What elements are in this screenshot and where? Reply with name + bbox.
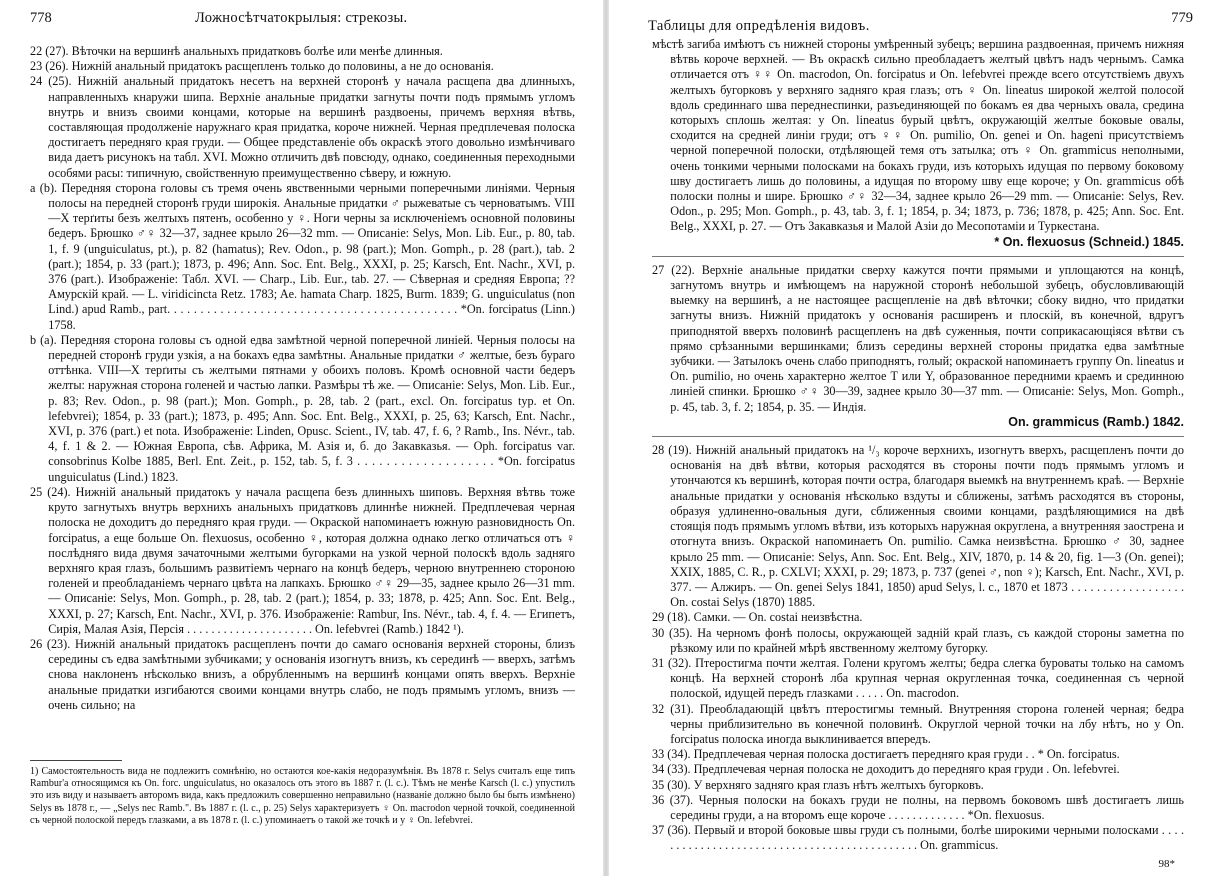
- key-entry: 34 (33). Предплечевая черная полоска не доходитъ до передняго края груди . On. lefebvrei.: [652, 762, 1120, 777]
- key-entry: 26 (23). Нижній анальный придатокъ расщепленъ почти до самаго основанія верхней стороны, близъ середины съ едва замѣтными зубчиками; у основанія изогнутъ внизъ, къ серединѣ — вверхъ, затѣмъ снова наклоненъ нѣсколько внизъ, а обрубленнымъ на вершинѣ концами опять вверхъ. Верхніе анальные придатки изгибаются своими концами внутрь слабо, не подъ прямымъ угломъ, внизъ — очень сильно; на: [30, 636, 575, 712]
- footnote-divider: [30, 760, 122, 761]
- section-divider: [652, 256, 1184, 257]
- species-name: On. grammicus (Ramb.) 1842.: [1008, 414, 1184, 429]
- footnote: 1) Самостоятельность вида не подлежитъ сомнѣнію, но остаются кое-какія недоразумѣнія. Въ 1878 г. Selys считалъ еще типъ Rambur'а относящимся къ On. forc. unguiculatus, но оказалось отъ этого въ 1887 г. (l. c.). Тѣмъ не менѣе Karsch (l. c.) упустилъ это изъ виду и называетъ авторомъ вида, какъ предложилъ совершенно неправильно (названіе должно было бы быть измѣнено) Selys въ 1878 г., — „Selys nec Ramb.". Въ 1887 г. (l. c., p. 25) Selys характеризуетъ ♀ On. macrodon черной точкой, соединенной съ черной полоской передъ глазками, а въ 1878 г. (l. c.) упоминаетъ о такой же точкѣ и у ♀ On. lefebvrei.: [30, 766, 575, 826]
- key-entry: 32 (31). Преобладающій цвѣтъ птеростигмы темный. Внутренняя сторона голеней черная; бедра черны приблизительно въ конечной половинѣ. Округлой черной точки на лбу нѣтъ, но у On. forcipatus полоска иногда выклинивается впередъ.: [652, 701, 1184, 746]
- key-entry: 22 (27). Вѣточки на вершинѣ анальныхъ придатковъ болѣе или менѣе длинныя.: [30, 44, 443, 58]
- key-entry: 36 (37). Черныя полоски на бокахъ груди не полны, на первомъ боковомъ швѣ достигаетъ лишь середины груди, а на второмъ еще короче . . . . . . . . . . . . . *On. flexuosus.: [652, 792, 1184, 822]
- species-name: * On. flexuosus (Schneid.) 1845.: [994, 234, 1184, 249]
- key-entry: 35 (30). У верхняго задняго края глазъ нѣтъ желтыхъ бугорковъ.: [652, 777, 984, 792]
- page-number: 778: [30, 10, 52, 26]
- key-entry: 33 (34). Предплечевая черная полоска достигаетъ передняго края груди . . * On. forcipatus.: [652, 747, 1120, 762]
- key-entry: 27 (22). Верхніе анальные придатки сверху кажутся почти прямыми и уплощаются на концѣ, загнутомъ внутрь и имѣющемъ на наружной сторонѣ небольшой зубецъ, обусловливающій выемку на вершинѣ, а не настоящее расщепленіе на двѣ вѣточки; сбоку видно, что придатки загнуты внизъ. Нижній придатокъ у основанія расширенъ и плоскій, въ конечной, вдругъ приподнятой вверхъ половинѣ расщепленъ на двѣ суженныя, почти соприкасающіяся вѣтви съ прямо срѣзанными вершинками; близъ середины верхней стороны придатка едва замѣтные зубчики. — Затылокъ очень слабо приподнятъ, голый; окраской напоминаетъ группу On. lineatus и On. pumilio, но очень характерно желтое T или Y, образованное передними краемъ и срединною линіей спинки. Брюшко ♂♀ 30—39, заднее крыло 30—37 mm. — Описаніе: Selys, Mon. Gomph., p. 45, tab. 3, f. 2; 1854, p. 35. — Индія.: [652, 262, 1184, 414]
- key-entry: мѣстѣ загиба имѣютъ съ нижней стороны умѣренный зубецъ; вершина раздвоенная, причемъ нижняя вѣтвь короче верхней. — Въ окраскѣ сильно преобладаетъ желтый цвѣтъ надъ чернымъ. Самка отличается отъ ♀♀ On. macrodon, On. forcipatus и On. lefebvrei прежде всего отсутствіемъ двухъ желтыхъ бугорковъ у верхняго задняго края глазъ; отъ ♀ On. lineatus широкой желтой полосой вдоль срединнаго шва переднеспинки, разъединяющей по бокамъ ея два черныхъ овала, средина которыхъ сплошь желтая: у On. lineatus бурый цвѣтъ, окружающій желтые боковые овалы, сходится на средней линіи груди; отъ ♀♀ On. pumilio, On. genei и On. hageni присутствіемъ черной поперечной полоски, отдѣляющей темя отъ затылка; отъ ♀ On. grammicus неполными, очень тонкими черными полосками на бокахъ груди, изъ которыхъ идущая по первому боковому шву достигаетъ лишь до половины, а идущая по второму шву еще короче; у On. grammicus обѣ полоски полны и шире. Брюшко ♂♀ 32—34, заднее крыло 26—29 mm. — Описаніе: Selys, Rev. Odon., p. 295; Mon. Gomph., p. 43, tab. 3, f. 1; 1854, p. 34; 1873, p. 736; 1878, p. 425; Ann. Soc. Ent. Belg., XXXI, p. 27. — Отъ Закавказья и Малой Азіи до Месопотаміи и Туркестана.: [652, 37, 1184, 234]
- key-entry: 37 (36). Первый и второй боковые швы груди съ полными, болѣе широкими черными полосками . . . . . . . . . . . . . . . . . . . . . . . . . . . . . . . . . . . . . . . . . . . . . On. grammicus.: [652, 823, 1184, 853]
- right-page: [608, 0, 1215, 876]
- key-entry: a (b). Передняя сторона головы съ тремя очень явственными черными поперечными линіями. Черныя полосы на передней сторонѣ груди широкія. Анальные придатки ♂ рыжеватые съ черноватымъ. VIII—X терґиты безъ желтыхъ пятенъ, особенно у ♀. Ноги черны за исключеніемъ основной половины бедеръ. Брюшко ♂♀ 32—37, заднее крыло 26—32 mm. — Описаніе: Selys, Mon. Lib. Eur., p. 80, tab. 1, f. 9 (unguiculatus, pt.), p. 82 (hamatus); Rev. Odon., p. 98 (part.); Mon. Gomph., p. 28 (part.), tab. 2 (part.); 1854, p. 33 (part.); 1873, p. 496; Ann. Soc. Ent. Belg., XXXI, p. 25; Karsch, Ent. Nachr., XVI, p. 376 (part.). Изображеніе: Табл. XVI. — Charp., Lib. Eur., tab. 27. — Сѣверная и средняя Европа; ?? Амурскій край. — L. viridicincta Retz. 1783; Ae. hamata Charp. 1825, Burm. 1839; G. unguiculatus (non Lind.) apud Ramb., part. . . . . . . . . . . . . . . . . . . . . . . . . . . . . . . . . . . . . . . . . . . . *On. forcipatus (Linn.) 1758.: [30, 180, 575, 332]
- left-column-text: [30, 44, 575, 713]
- key-entry: b (a). Передняя сторона головы съ одной едва замѣтной черной поперечной линіей. Черныя полосы на передней сторонѣ груди узкія, а на бокахъ едва замѣтны. Анальные придатки ♂ желтые, безъ бураго оттѣнка. VIII—X терґиты съ желтыми пятнами у обоихъ половъ. Кромѣ основной части бедеръ желты: наружная сторона голеней и частью лапки. Размѣры тѣ же. — Описаніе: Selys, Mon. Lib. Eur., p. 83; Rev. Odon., p. 98 (part.); Mon. Gomph., p. 28, tab. 2 (part., excl. On. forcipatus typ. et On. lefebvrei); 1854, p. 33 (part.); 1873, p. 495; Ann. Soc. Ent. Belg., XXXI, p. 25, 63; Karsch, Ent. Nachr., XVI, p. 376 (part.) et nota. Изображеніе: Linden, Opusc. Scient., IV, tab. 47, f. 6, ? Ramb., Ins. Névr., tab. 4, f. 1 & 2. — Южная Европа, сѣв. Африка, М. Азія и, б. до Закавказья. — Oph. forcipatus var. consobrinus Kolbe 1885, Berl. Ent. Zeit., p. 152, tab. 5, f. 3 . . . . . . . . . . . . . . . . . . . *On. forcipatus unguiculatus (Lind.) 1823.: [30, 332, 575, 484]
- running-head: Ложносѣтчатокрылыя: стрекозы.: [195, 10, 408, 26]
- key-entry: 24 (25). Нижній анальный придатокъ несетъ на верхней сторонѣ у начала расщепа два длинныхъ, направленныхъ кнаружи шипа. Верхніе анальные придатки загнуты почти подъ прямымъ угломъ внутрь и внизъ своими концами, которые на вершинѣ раздвоены, причемъ верхняя вѣтвь, составляющая продолженіе наружнаго края придатка, короче нижней. Черная предплечевая полоска достигаетъ передняго края груди. — Общее представленіе объ окраскѣ этого довольно измѣнчиваго вида даетъ рисунокъ на табл. XVI. Можно отличить двѣ повсюду, однако, соединенныя переходными особями расы: типичную, свойственную преимущественно сѣверу, и южную.: [30, 74, 575, 180]
- key-entry: 29 (18). Самки. — On. costai неизвѣстна.: [652, 610, 863, 625]
- key-entry: 25 (24). Нижній анальный придатокъ у начала расщепа безъ длинныхъ шиповъ. Верхняя вѣтвь тоже круто загнутыхъ внутрь верхнихъ анальныхъ придатковъ длиннѣе нижней. Предплечевая черная полоска не доходитъ до передняго края груди. — Окраской напоминаетъ южную разновидность On. forcipatus, а еще больше On. flexuosus, особенно ♀, которая должна однако легко отличаться отъ ♀ послѣдняго вида двумя зачаточными желтыми бугорками на узкой черной полоскѣ вдоль задняго верхняго края глазъ, большимъ развитіемъ чернаго на концѣ бедеръ, черною внутреннею стороною голеней и преобладаніемъ чернаго цвѣта на лапкахъ. Брюшко ♂♀ 29—35, заднее крыло 26—31 mm. — Описаніе: Selys, Mon. Gomph., p. 28, tab. 2 (part.); 1854, p. 33; 1878, p. 425; Ann. Soc. Ent. Belg., XXXI, p. 27; Karsch, Ent. Nachr., XVI, p. 376. Изображеніе: Rambur, Ins. Névr., tab. 4, f. 4. — Египетъ, Сирія, Малая Азія, Персія . . . . . . . . . . . . . . . . . . . . . On. lefebvrei (Ramb.) 1842 ¹).: [30, 484, 575, 636]
- key-entry: 30 (35). На черномъ фонѣ полосы, окружающей задній край глазъ, съ каждой стороны заметна по рѣзкому или по крайней мѣрѣ явственному желтому бугорку.: [652, 625, 1184, 655]
- left-page: [0, 0, 604, 876]
- running-head: Таблицы для опредѣленія видовъ.: [648, 18, 870, 34]
- page-number: 779: [1171, 10, 1193, 26]
- signature-mark: 98*: [1158, 858, 1175, 870]
- key-entry: 31 (32). Птеростигма почти желтая. Голени кругомъ желты; бедра слегка буроваты только на самомъ концѣ. На верхней сторонѣ лба крупная черная округленная точка, соединенная съ черной полоской, идущей передъ глазками . . . . . On. macrodon.: [652, 655, 1184, 701]
- right-column-text: [652, 37, 1184, 854]
- key-entry: 28 (19). Нижній анальный придатокъ на ¹/₃ короче верхнихъ, изогнутъ вверхъ, расщепленъ почти до основанія на двѣ вѣтви, которыя расходятся въ стороны почти подъ прямымъ угломъ и утончаются къ вершинѣ, которая почти острa, благодаря выемкѣ на внутреннемъ краѣ. — Верхніе анальные придатки у основанія нѣсколько вздуты и сближены, затѣмъ расходятся въ стороны, образуя удлиненно-овальныя дуги, сближенныя своими концами, раздѣляющимися на двѣ стоящія подъ прямымъ угломъ вѣтви, изъ которыхъ наружная округлена, а внутренняя заострена и отогнута внизъ. Окраской напоминаетъ On. pumilio. Самка неизвѣстна. Брюшко ♂ 30, заднее крыло 25 mm. — Описаніе: Selys, Ann. Soc. Ent. Belg., XIV, 1870, p. 14 & 20, fig. 1—3 (On. genei); XXIX, 1885, C. R., p. CXLVI; XXXI, p. 29; 1873, p. 737 (genei ♂, non ♀); Karsch, Ent. Nachr., XVI, p. 377. — Алжиръ. — On. genei Selys 1841, 1850) apud Selys, l. c., 1870 et 1873 . . . . . . . . . . . . . . . . . . On. costai Selys (1870) 1885.: [652, 443, 1184, 610]
- section-divider: [652, 436, 1184, 437]
- key-entry: 23 (26). Нижній анальный придатокъ расщепленъ только до половины, а не до основанія.: [30, 59, 494, 74]
